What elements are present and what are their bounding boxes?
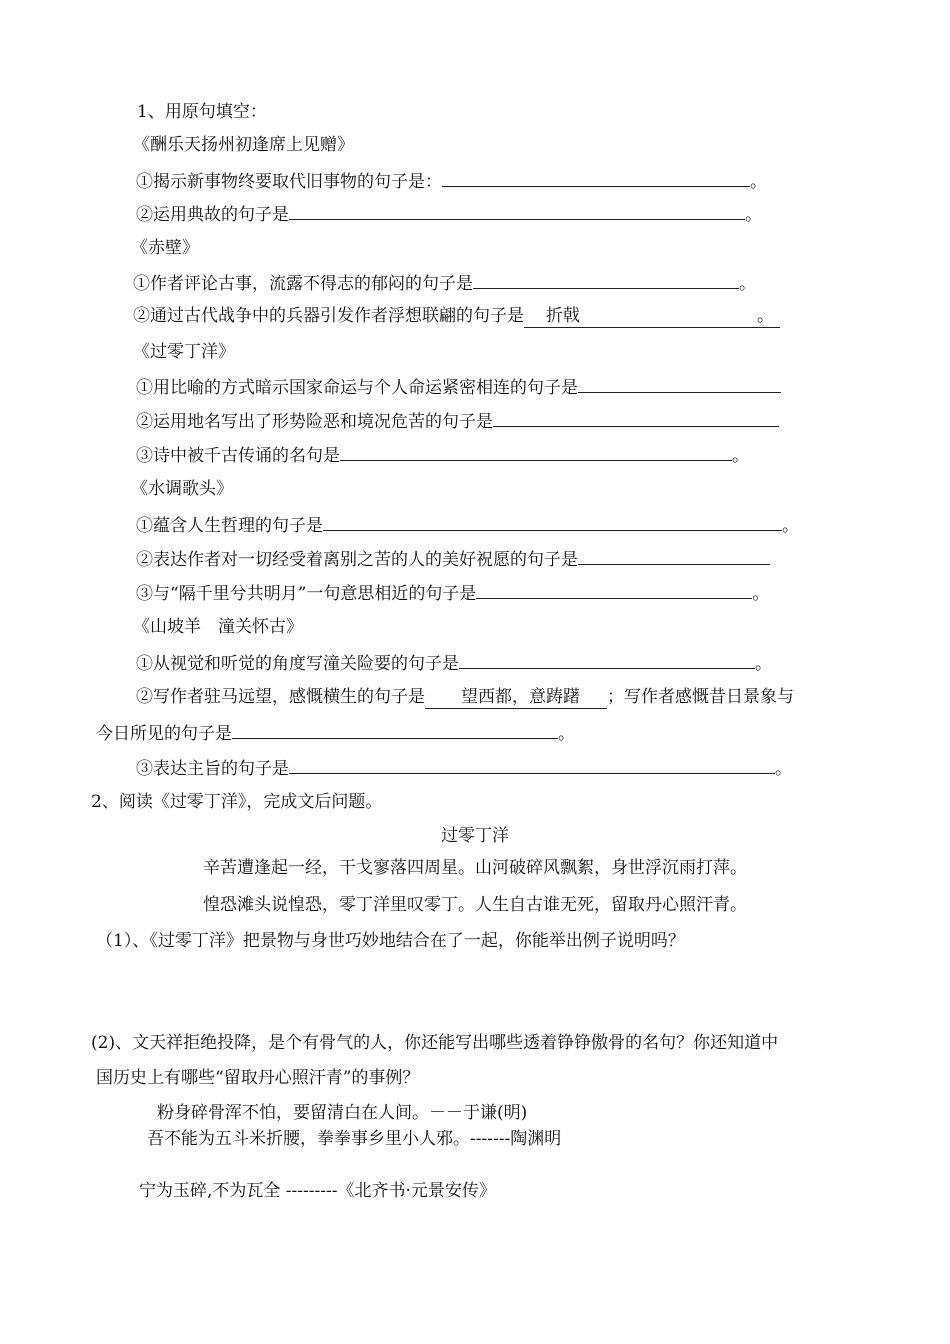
question-text: ①蕴含人生哲理的句子是 (136, 516, 323, 536)
poem4-title: 《水调歌头》 (131, 479, 233, 499)
poem5-question-2-continued: 今日所见的句子是 。 (96, 721, 575, 745)
answer-blank-filled[interactable]: 折戟 。 (524, 305, 780, 328)
question-2-line-2: 国历史上有哪些“留取丹心照汗青”的事例？ (96, 1068, 420, 1088)
poem2-question-2 (133, 305, 780, 328)
question-text: ①用比喻的方式暗示国家命运与个人命运紧密相连的句子是 (136, 378, 578, 398)
answer-blank[interactable] (459, 651, 755, 669)
poem-line-2: 惶恐滩头说惶恐，零丁洋里叹零丁。人生自古谁无死，留取丹心照汗青。 (203, 895, 747, 915)
section1-heading: 1、用原句填空： (137, 102, 267, 122)
poem1-title: 《酬乐天扬州初逢席上见赠》 (133, 135, 354, 155)
poem1-question-2: ②运用典故的句子是 。 (136, 202, 762, 226)
question-text: ①作者评论古事，流露不得志的郁闷的句子是 (133, 274, 473, 294)
poem5-question-2: ②写作者驻马远望，感慨横生的句子是 望西都，意踌躇 ；写作者感慨昔日景象与 (136, 687, 794, 707)
section2-heading: 2、阅读《过零丁洋》，完成文后问题。 (91, 792, 383, 812)
poem2-question-1: ①作者评论古事，流露不得志的郁闷的句子是 。 (133, 271, 756, 295)
question-text: ②运用地名写出了形势险恶和境况危苦的句子是 (136, 412, 493, 432)
question-2-line-1: (2)、文天祥拒绝投降，是个有骨气的人，你还能写出哪些透着铮铮傲骨的名句？你还知道中 (91, 1033, 779, 1053)
question-text: ③表达主旨的句子是 (136, 759, 289, 779)
poem-title: 过零丁洋 (441, 826, 509, 846)
poem3-question-2 (136, 409, 779, 433)
question-text: ①揭示新事物终要取代旧事物的句子是： (136, 172, 442, 192)
question-text: ③诗中被千古传诵的名句是 (136, 446, 340, 466)
filled-answer: 折戟 (546, 306, 580, 326)
poem-line-1: 辛苦遭逢起一经，干戈寥落四周星。山河破碎风飘絮，身世浮沉雨打萍。 (203, 858, 747, 878)
poem4-question-1: ①蕴含人生哲理的句子是 。 (136, 513, 799, 537)
answer-blank[interactable] (473, 271, 739, 289)
question-text: 今日所见的句子是 (96, 724, 232, 744)
question-1: （1）、《过零丁洋》把景物与身世巧妙地结合在了一起，你能举出例子说明吗？ (96, 931, 685, 951)
answer-quote-3: 宁为玉碎,不为瓦全 ---------《北齐书·元景安传》 (139, 1181, 496, 1201)
answer-blank[interactable] (578, 547, 770, 565)
poem3-question-1 (136, 375, 781, 399)
question-text: ②表达作者对一切经受着离别之苦的人的美好祝愿的句子是 (136, 550, 578, 570)
poem4-question-2 (136, 547, 770, 571)
answer-blank[interactable] (442, 169, 750, 187)
question-text: ①从视觉和听觉的角度写潼关险要的句子是 (136, 654, 459, 674)
filled-answer: 望西都，意踌躇 (461, 687, 580, 707)
answer-quote-2: 吾不能为五斗米折腰，拳拳事乡里小人邪。-------陶渊明 (147, 1129, 562, 1149)
answer-blank[interactable] (578, 375, 781, 393)
question-text: ②通过古代战争中的兵器引发作者浮想联翩的句子是 (133, 306, 524, 326)
poem5-question-3: ③表达主旨的句子是 。 (136, 756, 792, 780)
answer-quote-1: 粉身碎骨浑不怕，要留清白在人间。－－于谦(明) (157, 1103, 528, 1123)
answer-blank-filled[interactable] (425, 686, 607, 709)
answer-blank[interactable] (232, 721, 558, 739)
poem3-title: 《过零丁洋》 (133, 342, 235, 362)
answer-blank[interactable] (340, 443, 732, 461)
poem1-question-1: ①揭示新事物终要取代旧事物的句子是： 。 (136, 169, 767, 193)
question-text: ②运用典故的句子是 (136, 205, 289, 225)
poem5-title: 《山坡羊 潼关怀古》 (133, 617, 303, 637)
poem5-question-1: ①从视觉和听觉的角度写潼关险要的句子是 。 (136, 651, 772, 675)
answer-blank[interactable] (289, 756, 775, 774)
answer-blank[interactable] (493, 409, 779, 427)
poem4-question-3: ③与“隔千里兮共明月”一句意思相近的句子是 。 (136, 581, 769, 605)
answer-blank[interactable] (323, 513, 782, 531)
question-text: ③与“隔千里兮共明月”一句意思相近的句子是 (136, 584, 477, 604)
poem2-title: 《赤壁》 (131, 238, 199, 258)
question-text: ②写作者驻马远望，感慨横生的句子是 (136, 687, 425, 707)
answer-blank[interactable] (476, 581, 752, 599)
poem3-question-3: ③诗中被千古传诵的名句是 。 (136, 443, 749, 467)
answer-blank[interactable] (289, 202, 745, 220)
